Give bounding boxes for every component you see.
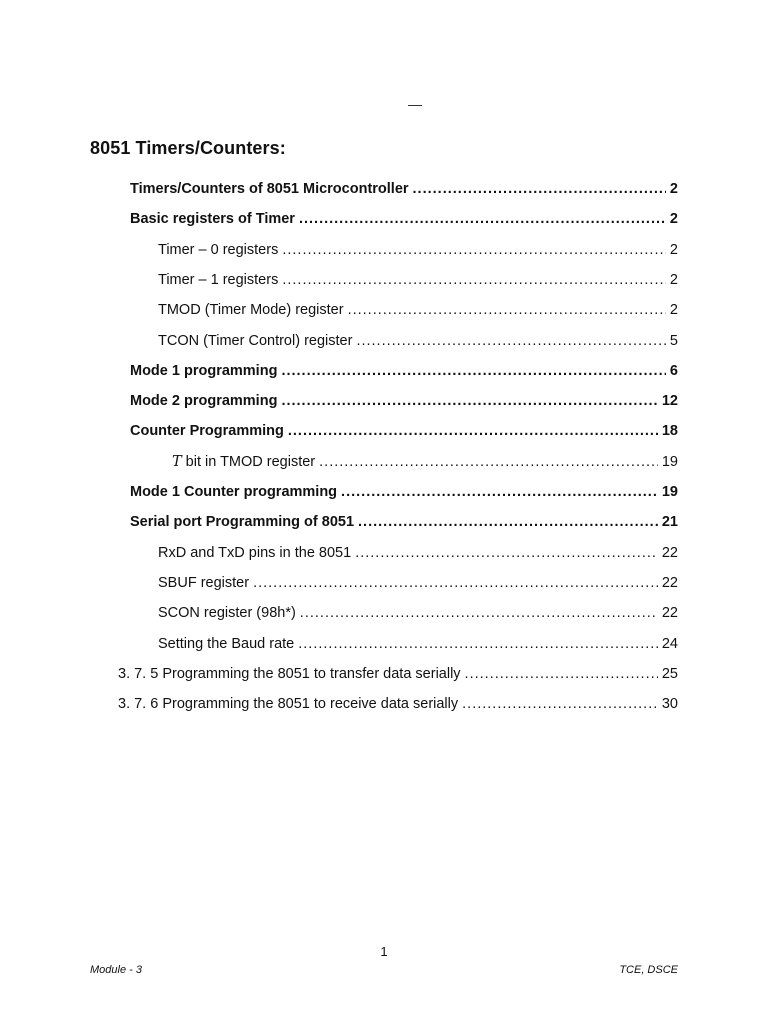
toc-entry-label: Basic registers of Timer <box>130 211 295 228</box>
toc-leader-dots <box>358 511 658 533</box>
toc-entry[interactable] <box>158 330 678 352</box>
toc-leader-dots <box>298 633 658 655</box>
toc-entry-page: 25 <box>661 665 678 682</box>
toc-entry-page: 18 <box>661 423 678 440</box>
toc-entry-page: 6 <box>669 362 678 379</box>
toc-leader-dots <box>253 572 658 594</box>
toc-entry[interactable] <box>130 360 678 382</box>
footer-affiliation: TCE, DSCE <box>619 964 678 976</box>
toc-entry[interactable] <box>158 239 678 261</box>
toc-entry-page: 30 <box>661 696 678 713</box>
toc-entry-page: 19 <box>661 484 678 500</box>
toc-leader-dots <box>281 360 665 382</box>
toc-entry[interactable] <box>158 542 678 564</box>
toc-entry-label: RxD and TxD pins in the 8051 <box>158 544 352 561</box>
toc-leader-dots <box>341 481 658 503</box>
toc-leader-dots <box>462 693 658 715</box>
page-number: 1 <box>380 944 388 959</box>
toc-entry[interactable] <box>158 572 678 594</box>
toc-entry-label: 3. 7. 6 Programming the 8051 to receive data serially <box>118 696 459 713</box>
toc-entry-label: Timers/Counters of 8051 Microcontroller <box>130 181 409 197</box>
toc-entry[interactable] <box>130 511 678 533</box>
toc-entry-label: Timer – 0 registers <box>158 241 279 258</box>
toc-entry-page: 22 <box>661 605 678 622</box>
toc-entry-label: 3. 7. 5 Programming the 8051 to transfer data serially <box>118 665 461 682</box>
toc-entry-page: 24 <box>661 635 678 652</box>
toc-entry[interactable] <box>130 390 678 412</box>
toc-entry-page: 22 <box>661 544 678 561</box>
toc-leader-dots <box>282 239 666 261</box>
toc-entry-page: 19 <box>661 453 678 470</box>
toc-leader-dots <box>288 420 658 442</box>
toc-entry-page: 12 <box>661 393 678 410</box>
toc-entry-page: 2 <box>669 181 678 197</box>
toc-entry[interactable] <box>158 299 678 321</box>
toc-entry-page: 2 <box>669 271 678 288</box>
toc-leader-dots <box>348 299 666 321</box>
toc-entry-label <box>172 451 315 473</box>
toc-leader-dots <box>299 208 666 230</box>
toc-entry-label: TCON (Timer Control) register <box>158 332 353 349</box>
toc-entry-text: bit in TMOD register <box>185 453 316 470</box>
toc-entry-page: 2 <box>669 211 678 228</box>
toc-entry-label: SCON register (98h*) <box>158 605 296 622</box>
toc-entry-label: Mode 1 programming <box>130 362 278 379</box>
toc-entry-page: 21 <box>661 514 678 531</box>
toc-entry-label: Setting the Baud rate <box>158 635 295 652</box>
toc-entry-label: SBUF register <box>158 574 250 591</box>
toc-entry-page: 22 <box>661 574 678 591</box>
toc-entry-page: 2 <box>669 241 678 258</box>
toc-entry[interactable] <box>118 693 678 715</box>
toc-entry-page: 2 <box>669 302 678 319</box>
toc-entry-label: Serial port Programming of 8051 <box>130 514 355 531</box>
toc-entry-symbol: T <box>172 453 182 470</box>
toc-leader-dots <box>281 390 657 412</box>
toc-entry[interactable] <box>130 208 678 230</box>
toc-entry[interactable] <box>158 269 678 291</box>
toc-entry-label: Timer – 1 registers <box>158 271 279 288</box>
toc-entry-label: Mode 2 programming <box>130 393 278 410</box>
footer-module: Module - 3 <box>90 964 142 976</box>
toc-entry[interactable] <box>130 178 678 200</box>
toc-leader-dots <box>413 178 666 200</box>
toc-leader-dots <box>356 330 665 352</box>
page-title: 8051 Timers/Counters: <box>90 138 286 158</box>
toc-entry[interactable] <box>158 602 678 624</box>
header-mark: — <box>408 96 422 112</box>
toc-leader-dots <box>282 269 666 291</box>
toc-entry-label: Counter Programming <box>130 423 284 440</box>
toc-entry-page: 5 <box>669 332 678 349</box>
toc-leader-dots <box>319 451 658 473</box>
toc-entry[interactable] <box>130 420 678 442</box>
toc-entry-label: TMOD (Timer Mode) register <box>158 302 344 319</box>
toc-entry[interactable] <box>118 663 678 685</box>
toc-entry[interactable] <box>158 633 678 655</box>
toc-entry[interactable] <box>172 451 678 473</box>
toc-leader-dots <box>465 663 658 685</box>
toc-entry-label: Mode 1 Counter programming <box>130 484 338 500</box>
toc-leader-dots <box>355 542 658 564</box>
toc-leader-dots <box>300 602 658 624</box>
toc-entry[interactable] <box>130 481 678 503</box>
